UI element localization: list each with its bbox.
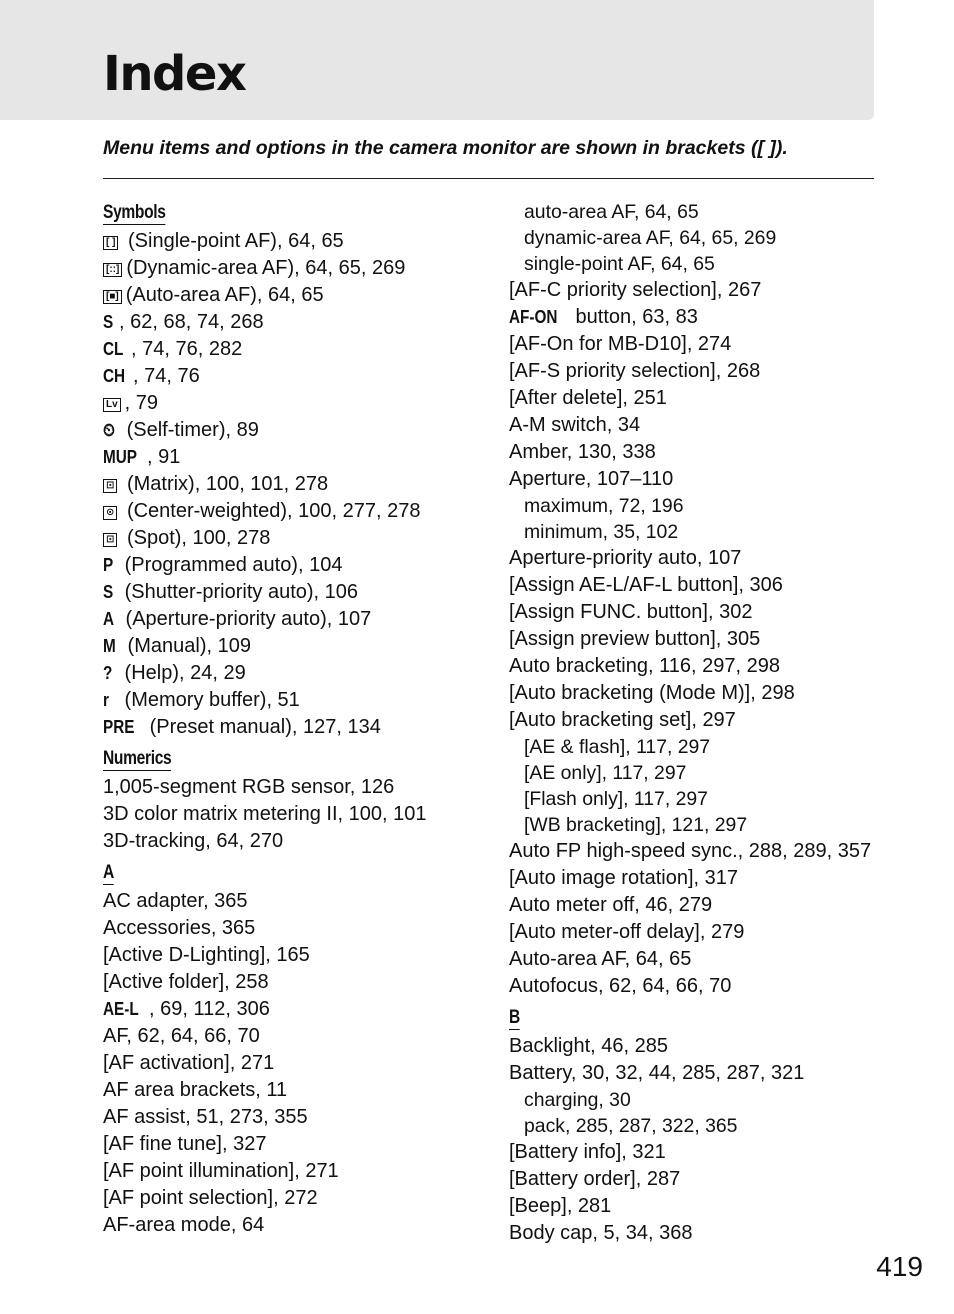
entry-text: (Auto-area AF), 64, 65: [125, 284, 324, 306]
preset-manual-icon: PRE: [103, 717, 135, 737]
index-entry: [509, 838, 879, 865]
self-timer-icon: ⏲: [103, 420, 115, 440]
entry-text: [AE & flash], 117, 297: [524, 736, 711, 758]
index-entry: [103, 552, 483, 579]
entry-text: dynamic-area AF, 64, 65, 269: [524, 227, 777, 249]
b-entries-list: [509, 1033, 879, 1247]
index-entry: [103, 228, 483, 255]
entry-text: pack, 285, 287, 322, 365: [524, 1115, 738, 1137]
entry-text: Accessories, 365: [103, 917, 256, 939]
entry-text: Aperture, 107–110: [509, 468, 674, 490]
index-entry: [509, 304, 879, 331]
index-entry: [509, 1220, 879, 1247]
index-entry: [103, 606, 483, 633]
mirror-up-icon: MUP: [103, 447, 137, 467]
index-entry: [103, 687, 483, 714]
page-number: 419: [876, 1251, 923, 1282]
entry-text: AF-area mode, 64: [103, 1214, 265, 1236]
entry-text: [Flash only], 117, 297: [524, 788, 708, 810]
entry-text: [WB bracketing], 121, 297: [524, 814, 748, 836]
a-entries-list: [103, 888, 483, 1239]
a-entries-continued-list: [509, 199, 879, 1000]
entry-text: [Active folder], 258: [103, 971, 269, 993]
index-entry: [103, 1104, 483, 1131]
entry-text: Auto bracketing, 116, 297, 298: [509, 655, 780, 677]
index-entry: [103, 1158, 483, 1185]
index-subentry: [509, 786, 879, 812]
index-intro-note: Menu items and options in the camera monitor are shown in brackets ([ ]).: [103, 137, 788, 159]
index-entry: [509, 919, 879, 946]
entry-text: (Self-timer), 89: [121, 419, 259, 441]
index-subentry: [509, 734, 879, 760]
index-entry: [509, 466, 879, 493]
index-column-right: [509, 199, 879, 1247]
index-subentry: [509, 225, 879, 251]
index-entry: [509, 892, 879, 919]
entry-text: minimum, 35, 102: [524, 521, 679, 543]
entry-text: button, 63, 83: [570, 306, 698, 328]
entry-text: (Manual), 109: [122, 635, 251, 657]
index-entry: [509, 277, 879, 304]
entry-text: Auto FP high-speed sync., 288, 289, 357: [509, 840, 872, 862]
entry-text: Backlight, 46, 285: [509, 1035, 668, 1057]
entry-text: , 69, 112, 306: [149, 998, 270, 1020]
index-entry: [103, 714, 483, 741]
index-entry: [509, 707, 879, 734]
entry-text: [Active D-Lighting], 165: [103, 944, 310, 966]
entry-text: A-M switch, 34: [509, 414, 641, 436]
dynamic-area-af-icon: [::]: [103, 263, 122, 277]
entry-text: Battery, 30, 32, 44, 285, 287, 321: [509, 1062, 805, 1084]
entry-text: , 74, 76: [133, 365, 200, 387]
entry-text: 3D-tracking, 64, 270: [103, 830, 284, 852]
index-entry: [509, 626, 879, 653]
entry-text: AF assist, 51, 273, 355: [103, 1106, 308, 1128]
entry-text: Auto meter off, 46, 279: [509, 894, 713, 916]
index-entry: [103, 1050, 483, 1077]
entry-text: single-point AF, 64, 65: [524, 253, 715, 275]
entry-text: (Shutter-priority auto), 106: [119, 581, 359, 603]
entry-text: (Memory buffer), 51: [119, 689, 300, 711]
entry-text: [Assign preview button], 305: [509, 628, 761, 650]
index-entry: [103, 579, 483, 606]
index-subentry: [509, 493, 879, 519]
section-heading-b: B: [509, 1007, 520, 1028]
entry-text: [Auto bracketing (Mode M)], 298: [509, 682, 795, 704]
index-entry: [103, 255, 483, 282]
entry-text: (Center-weighted), 100, 277, 278: [121, 500, 421, 522]
entry-text: (Single-point AF), 64, 65: [122, 230, 344, 252]
entry-text: 3D color matrix metering II, 100, 101: [103, 803, 427, 825]
index-entry: [103, 1212, 483, 1239]
index-entry: [509, 973, 879, 1000]
entry-text: [AF point selection], 272: [103, 1187, 318, 1209]
index-entry: [103, 969, 483, 996]
index-entry: [509, 1139, 879, 1166]
entry-text: Autofocus, 62, 64, 66, 70: [509, 975, 732, 997]
entry-text: , 79: [124, 392, 159, 414]
index-entry: [103, 1185, 483, 1212]
index-entry: [103, 801, 483, 828]
index-entry: [103, 1023, 483, 1050]
section-heading-numerics: Numerics: [103, 748, 172, 769]
entry-text: [Battery info], 321: [509, 1141, 666, 1163]
entry-text: AF, 62, 64, 66, 70: [103, 1025, 260, 1047]
entry-text: [Assign FUNC. button], 302: [509, 601, 753, 623]
live-view-icon: Lv: [103, 398, 121, 412]
entry-text: , 91: [147, 446, 181, 468]
entry-text: [AE only], 117, 297: [524, 762, 687, 784]
entry-text: [AF point illumination], 271: [103, 1160, 339, 1182]
entry-text: [After delete], 251: [509, 387, 667, 409]
index-entry: [103, 660, 483, 687]
index-entry: [509, 946, 879, 973]
index-entry: [103, 444, 483, 471]
entry-text: Body cap, 5, 34, 368: [509, 1222, 693, 1244]
entry-text: (Preset manual), 127, 134: [144, 716, 381, 738]
entry-text: (Spot), 100, 278: [121, 527, 271, 549]
divider-rule: [103, 178, 874, 179]
index-entry: [509, 1060, 879, 1087]
index-entry: [103, 309, 483, 336]
entry-text: [AF-On for MB-D10], 274: [509, 333, 732, 355]
center-weighted-icon: ⊙: [103, 506, 117, 520]
entry-text: (Aperture-priority auto), 107: [120, 608, 372, 630]
entry-text: auto-area AF, 64, 65: [524, 201, 699, 223]
entry-text: maximum, 72, 196: [524, 495, 684, 517]
index-entry: [103, 498, 483, 525]
continuous-high-icon: CH: [103, 366, 126, 386]
index-entry: [103, 774, 483, 801]
index-entry: [103, 633, 483, 660]
index-entry: [103, 1077, 483, 1104]
index-entry: [509, 1033, 879, 1060]
index-entry: [509, 572, 879, 599]
index-entry: [103, 888, 483, 915]
entry-text: [AF activation], 271: [103, 1052, 275, 1074]
index-subentry: [509, 251, 879, 277]
entry-text: , 74, 76, 282: [131, 338, 243, 360]
index-entry: [509, 599, 879, 626]
index-entry: [103, 390, 483, 417]
index-entry: [509, 412, 879, 439]
programmed-auto-icon: P: [103, 555, 114, 575]
index-entry: [103, 282, 483, 309]
entry-text: charging, 30: [524, 1089, 631, 1111]
continuous-low-icon: CL: [103, 339, 124, 359]
index-subentry: [509, 1113, 879, 1139]
memory-buffer-icon: r: [103, 690, 109, 710]
index-entry: [509, 385, 879, 412]
entry-text: [Auto image rotation], 317: [509, 867, 739, 889]
section-heading-a: A: [103, 862, 114, 883]
entry-text: (Matrix), 100, 101, 278: [121, 473, 329, 495]
index-column-left: [103, 199, 483, 1239]
entry-text: [AF fine tune], 327: [103, 1133, 267, 1155]
entry-text: Auto-area AF, 64, 65: [509, 948, 692, 970]
index-entry: [509, 331, 879, 358]
index-subentry: [509, 1087, 879, 1113]
symbols-list: [103, 228, 483, 741]
index-entry: [509, 653, 879, 680]
index-entry: [103, 1131, 483, 1158]
index-entry: [509, 1166, 879, 1193]
single-point-af-icon: [ ]: [103, 236, 118, 250]
matrix-metering-icon: ⊡: [103, 479, 117, 493]
index-entry: [103, 471, 483, 498]
numerics-list: [103, 774, 483, 855]
section-heading-symbols: Symbols: [103, 202, 166, 223]
help-icon: ?: [103, 663, 113, 683]
entry-text: AC adapter, 365: [103, 890, 248, 912]
index-entry: [103, 525, 483, 552]
entry-text: 1,005-segment RGB sensor, 126: [103, 776, 395, 798]
entry-text: (Help), 24, 29: [119, 662, 246, 684]
entry-text: , 62, 68, 74, 268: [119, 311, 264, 333]
entry-text: [AF-S priority selection], 268: [509, 360, 761, 382]
entry-text: AF area brackets, 11: [103, 1079, 288, 1101]
index-subentry: [509, 812, 879, 838]
index-subentry: [509, 519, 879, 545]
index-entry: [509, 1193, 879, 1220]
entry-text: [Assign AE-L/AF-L button], 306: [509, 574, 783, 596]
ae-lock-button-icon: AE-L: [103, 999, 139, 1019]
index-entry: [509, 439, 879, 466]
entry-text: [AF-C priority selection], 267: [509, 279, 762, 301]
index-entry: [103, 942, 483, 969]
entry-text: Aperture-priority auto, 107: [509, 547, 742, 569]
index-entry: [103, 417, 483, 444]
index-entry: [509, 545, 879, 572]
entry-text: [Auto bracketing set], 297: [509, 709, 736, 731]
index-entry: [509, 680, 879, 707]
shutter-priority-icon: S: [103, 582, 114, 602]
entry-text: [Battery order], 287: [509, 1168, 681, 1190]
manual-mode-icon: M: [103, 636, 116, 656]
index-entry: [509, 865, 879, 892]
index-entry: [103, 828, 483, 855]
index-subentry: [509, 199, 879, 225]
entry-text: (Dynamic-area AF), 64, 65, 269: [126, 257, 406, 279]
entry-text: (Programmed auto), 104: [119, 554, 343, 576]
index-entry: [509, 358, 879, 385]
single-frame-icon: S: [103, 312, 114, 332]
index-entry: [103, 363, 483, 390]
page-title: Index: [103, 46, 246, 102]
entry-text: [Auto meter-off delay], 279: [509, 921, 745, 943]
aperture-priority-icon: A: [103, 609, 115, 629]
index-entry: [103, 996, 483, 1023]
entry-text: [Beep], 281: [509, 1195, 612, 1217]
af-on-button-icon: AF-ON: [509, 307, 558, 327]
auto-area-af-icon: [■]: [103, 290, 122, 304]
index-entry: [103, 336, 483, 363]
index-subentry: [509, 760, 879, 786]
index-entry: [103, 915, 483, 942]
spot-metering-icon: ⊡: [103, 533, 117, 547]
entry-text: Amber, 130, 338: [509, 441, 656, 463]
